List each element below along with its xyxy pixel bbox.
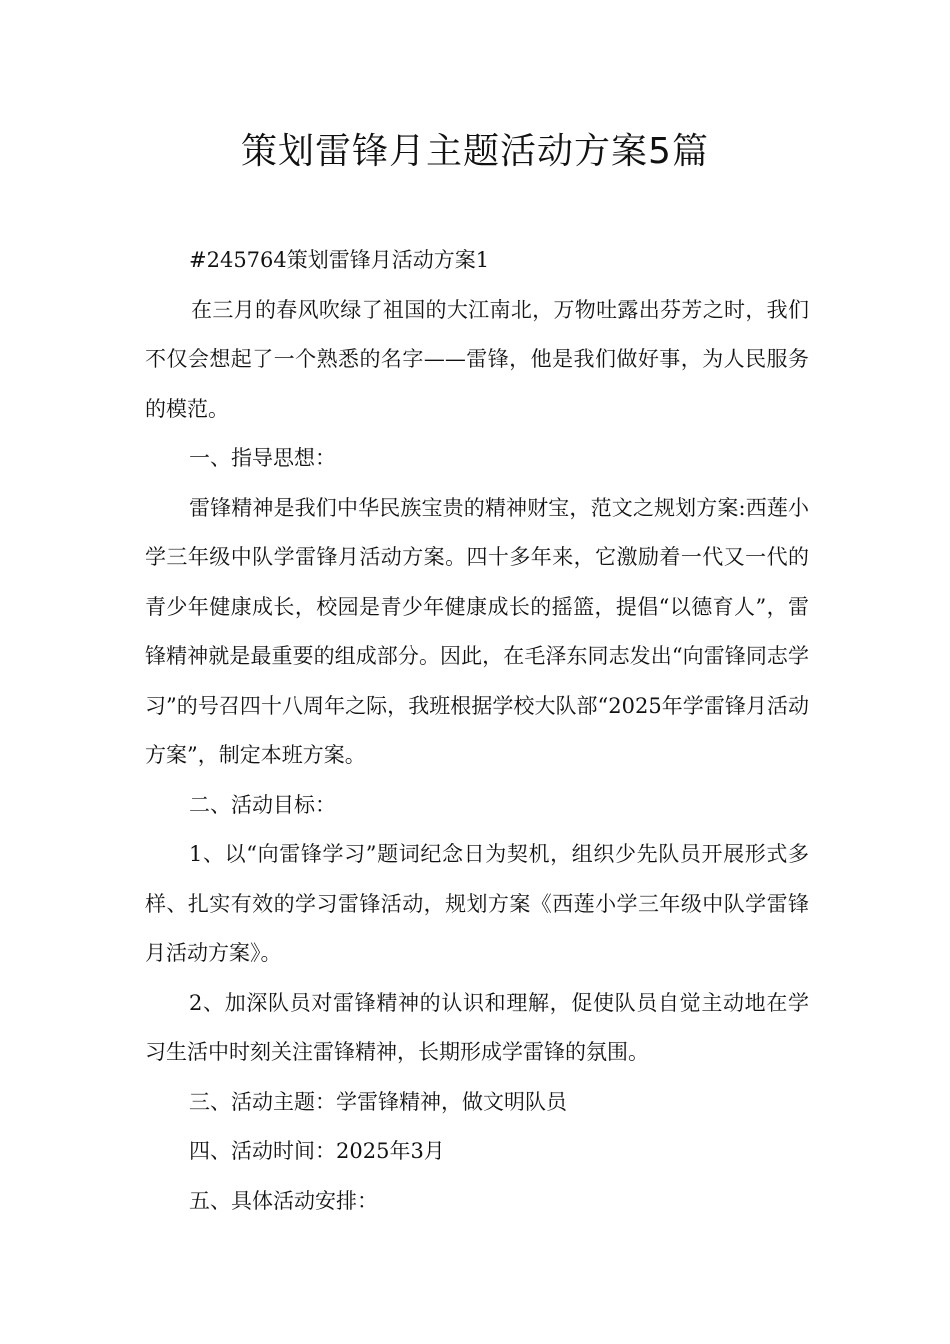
section-heading-guiding-thought: 一、指导思想： [189,446,336,470]
section-heading-theme: 三、活动主题：学雷锋精神，做文明队员 [189,1089,567,1114]
section-heading-goals: 二、活动目标： [189,792,336,817]
paragraph-guiding-thought: 雷锋精神是我们中华民族宝贵的精神财宝，范文之规划方案:西莲小学三年级中队学雷锋月活动方案。四十多年来，它激励着一代又一代的青少年健康成长，校园是青少年健康成长的摇篮，提倡“以德育人”，雷锋精神就是最重要的组成部分。因此，在毛泽东同志发出“向雷锋同志学习”的号召四十八周年之际，我班根据学校大队部“2025年学雷锋月活动方案”，制定本班方案。 [145,495,809,767]
paragraph-goal-1: 1、以“向雷锋学习”题词纪念日为契机，组织少先队员开展形式多样、扎实有效的学习雷锋活动，规划方案《西莲小学三年级中队学雷锋月活动方案》。 [145,842,809,965]
paragraph-heading-1: #245764策划雷锋月活动方案1 [189,248,490,272]
paragraph-goal-2: 2、加深队员对雷锋精神的认识和理解，促使队员自觉主动地在学习生活中时刻关注雷锋精神，长期形成学雷锋的氛围。 [145,990,809,1064]
section-heading-arrangement: 五、具体活动安排： [189,1188,378,1213]
section-heading-time: 四、活动时间：2025年3月 [189,1139,445,1163]
document-title: 策划雷锋月主题活动方案5篇 [241,131,709,172]
paragraph-intro: 在三月的春风吹绿了祖国的大江南北，万物吐露出芬芳之时，我们不仅会想起了一个熟悉的名字——雷锋，他是我们做好事，为人民服务的模范。 [145,297,809,421]
document-body [145,236,809,1226]
